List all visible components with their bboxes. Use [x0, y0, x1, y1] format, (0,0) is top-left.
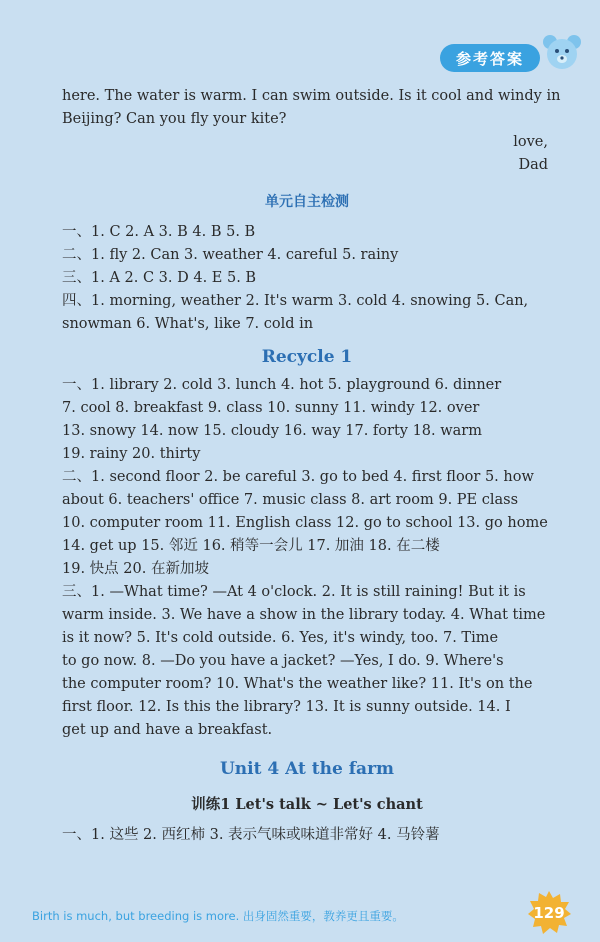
answer-key-tab: 参考答案 [440, 44, 540, 72]
page-badge-icon [526, 890, 572, 936]
answer-line: 19. rainy 20. thirty [62, 446, 201, 462]
answer-line: warm inside. 3. We have a show in the library today. 4. What time [62, 607, 546, 623]
answer-line: 四、1. morning, weather 2. It's warm 3. cold 4. snowing 5. Can, [62, 293, 529, 309]
answer-line: 三、1. —What time? —At 4 o'clock. 2. It is still raining! But it is [62, 584, 526, 600]
text-line: Beijing? Can you fly your kite? [62, 111, 287, 127]
footer-motto: Birth is much, but breeding is more. 出身固然重要，教养更且重要。 [32, 909, 404, 923]
answer-line: to go now. 8. —Do you have a jacket? —Yes, I do. 9. Where's [62, 653, 504, 669]
answer-line: 14. get up 15. 邻近 16. 稍等一会儿 17. 加油 18. 在二楼 [62, 538, 440, 554]
answer-line: 10. computer room 11. English class 12. go to school 13. go home [62, 515, 548, 531]
signoff-dad: Dad [518, 157, 548, 173]
answer-line: 二、1. second floor 2. be careful 3. go to bed 4. first floor 5. how [62, 469, 534, 485]
answer-line: 二、1. fly 2. Can 3. weather 4. careful 5. rainy [62, 247, 399, 263]
answer-line: snowman 6. What's, like 7. cold in [62, 316, 314, 332]
answer-line: the computer room? 10. What's the weather like? 11. It's on the [62, 676, 533, 692]
answer-content [62, 85, 561, 847]
answer-line: 19. 快点 20. 在新加坡 [62, 561, 209, 577]
text-line: here. The water is warm. I can swim outside. Is it cool and windy in [62, 88, 561, 104]
subsection-title-lesson1: 训练1 Let's talk ~ Let's chant [191, 796, 423, 813]
section-title-unit4: Unit 4 At the farm [219, 759, 395, 779]
teddy-bear-icon [538, 30, 586, 78]
answer-line: 7. cool 8. breakfast 9. class 10. sunny 11. windy 12. over [62, 400, 480, 416]
answer-line: get up and have a breakfast. [62, 722, 273, 738]
answer-line: 一、1. C 2. A 3. B 4. B 5. B [62, 224, 256, 240]
section-title-unit-test: 单元自主检测 [265, 194, 349, 210]
answer-line: is it now? 5. It's cold outside. 6. Yes, it's windy, too. 7. Time [62, 630, 499, 646]
answer-line: about 6. teachers' office 7. music class 8. art room 9. PE class [62, 492, 519, 508]
signoff-love: love, [513, 134, 548, 150]
answer-line: 一、1. library 2. cold 3. lunch 4. hot 5. playground 6. dinner [62, 377, 502, 393]
answer-line: 三、1. A 2. C 3. D 4. E 5. B [62, 270, 257, 286]
page-number: 129 [533, 904, 565, 922]
answer-line: 13. snowy 14. now 15. cloudy 16. way 17. forty 18. warm [62, 423, 482, 439]
section-title-recycle: Recycle 1 [261, 347, 353, 367]
answer-line: 一、1. 这些 2. 西红柿 3. 表示气味或味道非常好 4. 马铃薯 [62, 827, 440, 843]
answer-line: first floor. 12. Is this the library? 13. It is sunny outside. 14. I [62, 699, 511, 715]
